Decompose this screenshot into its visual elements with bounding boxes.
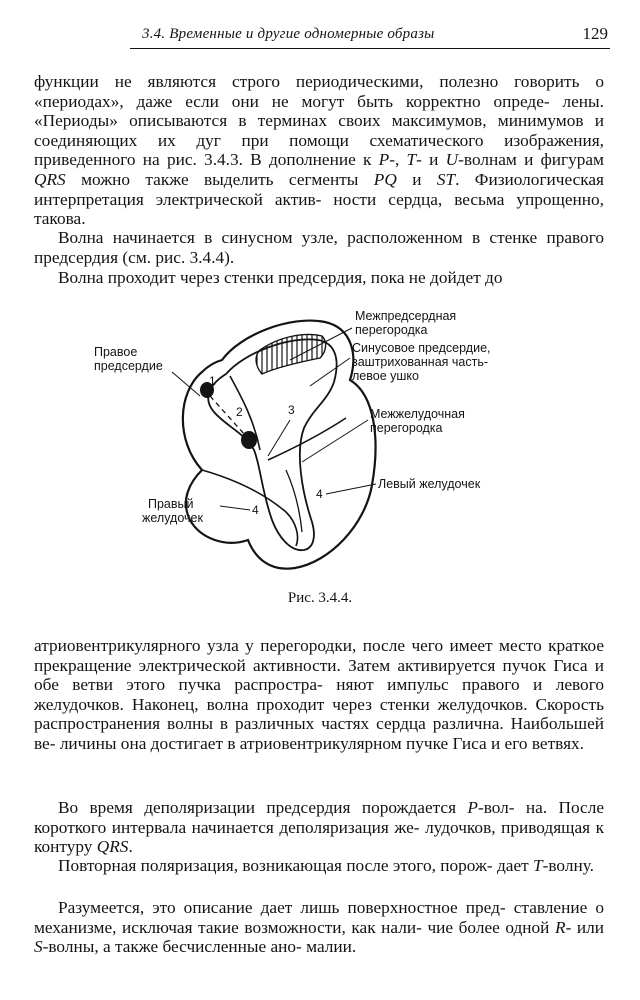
p5-line-2: на. После короткого интервала начинается деполяризация же- — [34, 798, 604, 837]
p7-line-3c: - или — [565, 917, 604, 937]
p5-p-symbol: P — [467, 798, 478, 817]
p4-line-6: волны в различных частях сердца различна. Наибольшей ве- — [34, 714, 604, 753]
label-right-ventricle-2: желудочек — [142, 511, 203, 525]
p4-line-1: атриовентрикулярного узла у перегородки, после чего имеет — [34, 636, 493, 655]
paragraph-1 — [34, 72, 604, 229]
p7-line-4: малии. — [306, 937, 357, 957]
p1-pq-symbol: PQ — [373, 169, 397, 189]
interventricular-septum — [268, 418, 346, 460]
hatched-auricle — [256, 335, 326, 374]
p1-p-symbol: P — [378, 150, 390, 170]
label-left-ventricle: Левый желудочек — [378, 477, 481, 491]
label-interventricular-2: перегородка — [370, 421, 443, 435]
p1-line-6c: -волнам и фигурам — [458, 150, 604, 170]
label-interventricular-1: Межжелудочная — [370, 407, 465, 421]
p1-line-5a: изображения, приведенного на рис. 3.4.3. В дополнение к — [34, 130, 605, 170]
paragraph-3 — [34, 268, 604, 288]
leader-sinus — [310, 358, 350, 386]
marker-1: 1 — [209, 374, 216, 388]
p4-line-2: место краткое прекращение электрической активности. Затем — [34, 636, 604, 675]
p4-line-5: проходит через стенки желудочков. Скорость распространения — [34, 694, 604, 734]
label-interatrial-1: Межпредсердная — [355, 309, 457, 323]
label-right-ventricle-1: Правый — [148, 497, 194, 511]
p1-t-symbol: T — [406, 150, 417, 170]
p4-line-4: няют импульс правого и левого желудочков. Наконец, волна — [34, 675, 604, 714]
p7-line-2: ставление о механизме, исключая такие возможности, как нали- — [34, 898, 604, 937]
p4-line-3: активируется пучок Гиса и обе ветви этого пучка распростра- — [34, 655, 604, 695]
label-interatrial-2: перегородка — [355, 323, 428, 337]
p1-line-6e: можно также выделить сегменты — [65, 169, 359, 189]
leader-interventricular — [302, 420, 368, 462]
p5-line-3c: . — [128, 837, 133, 857]
p3-line-1: Волна проходит через стенки предсердия, пока не дойдет до — [58, 268, 503, 287]
figure-caption: Рис. 3.4.4. — [287, 590, 353, 606]
marker-4-left: 4 — [316, 487, 323, 501]
p6-line-2a: дает — [497, 856, 534, 875]
heart-figure — [90, 300, 560, 570]
p4-line-8: ветвях. — [531, 733, 584, 753]
p4-line-7: личины она достигает в атриовентрикулярном пучке Гиса и его — [59, 733, 528, 753]
running-header — [130, 22, 610, 49]
p1-line-2: о «периодах», даже если они не могут быть корректно опреде- — [34, 72, 604, 111]
marker-3: 3 — [288, 403, 295, 417]
p6-line-1: Повторная поляризация, возникающая после этого, порож- — [58, 856, 493, 875]
p2-line-2: правого предсердия (см. рис. 3.4.4). — [34, 228, 604, 267]
paragraph-2 — [34, 228, 604, 267]
p1-line-3: лены. «Периоды» описываются в терминах своих максимумов, — [34, 91, 604, 131]
p1-line-7b: и — [396, 169, 437, 189]
leader-left-ventricle — [326, 484, 376, 494]
p1-line-1: функции не являются строго периодическими, полезно говорить — [34, 72, 580, 91]
p6-t-symbol: T — [533, 856, 543, 875]
heart-diagram — [90, 300, 560, 570]
p7-line-3a: чие более одной — [427, 917, 555, 937]
p5-line-1a: Во время деполяризации предсердия порождается — [58, 798, 468, 817]
paragraph-7 — [34, 898, 604, 957]
paragraph-4 — [34, 636, 604, 754]
marker-4-right: 4 — [252, 503, 259, 517]
p1-line-5c: -, — [389, 150, 407, 170]
label-sinus-2: заштрихованная часть- — [352, 355, 488, 369]
page-number: 129 — [582, 24, 608, 43]
p1-st-symbol: ST — [436, 169, 456, 189]
running-header-title: 3.4. Временные и другие одномерные образы — [142, 26, 435, 42]
label-sinus-3: левое ушко — [352, 369, 419, 383]
p7-line-3e: -волны, а также бесчисленные ано- — [42, 937, 302, 957]
leader-right-atrium — [172, 372, 200, 396]
p7-r-symbol: R — [555, 917, 566, 937]
label-sinus-1: Синусовое предсердие, — [352, 341, 491, 355]
leader-right-ventricle — [220, 506, 250, 510]
p1-line-6a: и — [429, 150, 446, 170]
p7-s-symbol: S — [34, 937, 43, 957]
p7-line-1: Разумеется, это описание дает лишь поверхностное пред- — [58, 898, 506, 917]
p2-line-1: Волна начинается в синусном узле, расположенном в стенке — [58, 228, 538, 247]
p1-line-5e: - — [416, 150, 422, 170]
label-right-atrium-1: Правое — [94, 345, 138, 359]
p1-qrs-symbol: QRS — [34, 169, 66, 189]
heart-inner-outline — [208, 339, 336, 550]
p5-line-1c: -вол- — [477, 798, 515, 817]
paragraph-6 — [34, 856, 604, 876]
label-right-atrium-2: предсердие — [94, 359, 163, 373]
p5-qrs-symbol: QRS — [96, 837, 129, 857]
p1-u-symbol: U — [445, 150, 459, 170]
p5-line-3a: лудочков, приводящая к контуру — [34, 817, 604, 857]
marker-2: 2 — [236, 405, 243, 419]
paragraph-5 — [34, 798, 604, 857]
av-node — [241, 431, 257, 449]
p6-line-2c: -волну. — [542, 856, 594, 875]
p1-line-4: минимумов и соединяющих их дуг при помощи схематического — [34, 111, 604, 150]
p1-line-8: ности сердца, весьма упрощенно, такова. — [34, 189, 604, 229]
right-ventricle-wall — [202, 470, 298, 546]
p1-line-7d: . Физиологическая интерпретация электрической актив- — [34, 169, 604, 209]
